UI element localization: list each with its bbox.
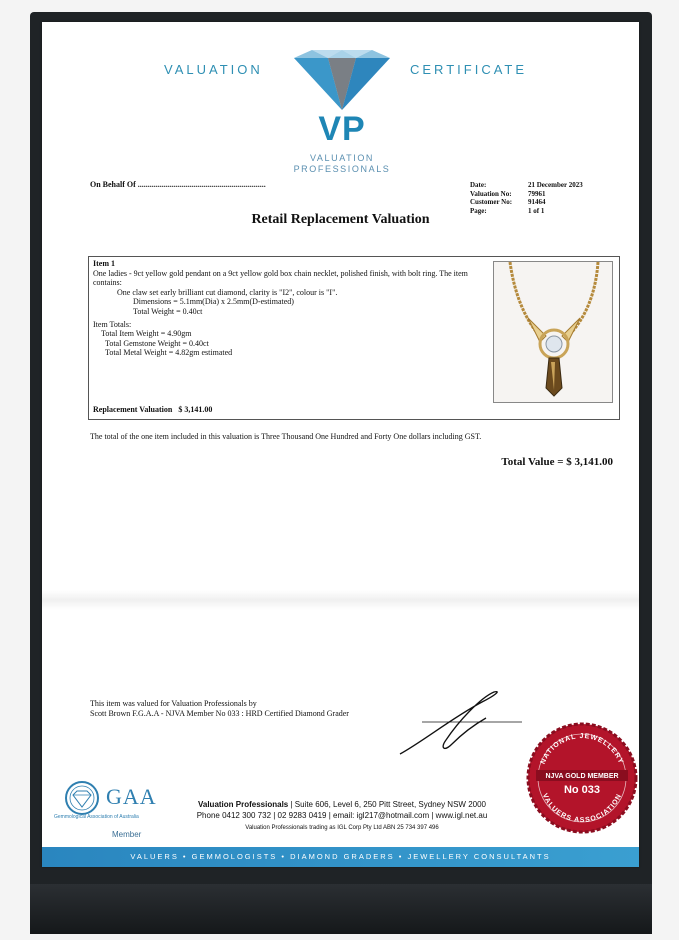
meta-label: Valuation No: (470, 189, 512, 198)
item-stone: One claw set early brilliant cut diamond, clarity is "I2", colour is "I". (117, 287, 338, 297)
meta-value: 79961 (528, 189, 546, 198)
replacement-label: Replacement Valuation (93, 405, 173, 414)
item-dimensions: Dimensions = 5.1mm(Dia) x 2.5mm(D-estimated) (133, 297, 294, 307)
meta-row-valuation-no (470, 190, 583, 199)
seal-top-text: NATIONAL JEWELLERY (539, 732, 625, 766)
header-right-word: CERTIFICATE (410, 62, 528, 77)
meta-value: 21 December 2023 (528, 181, 583, 189)
services-band: VALUERS • GEMMOLOGISTS • DIAMOND GRADERS • JEWELLERY CONSULTANTS (42, 847, 639, 867)
meta-value: 91464 (528, 198, 546, 206)
gaa-name: GAA (106, 784, 157, 809)
seal-banner: NJVA GOLD MEMBER (545, 773, 619, 780)
seal-number: No 033 (563, 784, 601, 796)
meta-label: Date: (470, 181, 487, 189)
footer-line1 (162, 800, 522, 809)
pendant-image-icon (494, 262, 612, 402)
total-gemstone-weight: Total Gemstone Weight = 0.40ct (105, 338, 209, 348)
gaa-emblem-icon (64, 780, 100, 816)
footer-company: Valuation Professionals (197, 800, 289, 809)
meta-row-date (470, 181, 583, 190)
footer-address: | Suite 606, Level 6, 250 Pitt Street, Sydney NSW 2000 (290, 800, 486, 809)
valuer-line2: Scott Brown F.G.A.A - NJVA Member No 033 : HRD Certified Diamond Grader (90, 709, 349, 718)
gaa-member: Member (112, 830, 142, 839)
footer-contact (162, 800, 522, 831)
total-value: Total Value = $ 3,141.00 (501, 456, 613, 468)
gaa-association: Gemmological Association of Australia (54, 814, 139, 820)
item-box (88, 256, 620, 420)
item-heading: Item 1 (93, 259, 115, 268)
header-left-word: VALUATION (164, 62, 263, 77)
item-stone-weight: Total Weight = 0.40ct (133, 306, 203, 316)
meta-label: Page: (470, 206, 487, 215)
logo-subtitle (282, 153, 402, 175)
seal-bottom-text: VALUERS ASSOCIATION (540, 792, 624, 825)
logo-line1: VALUATION (309, 153, 375, 163)
item-description: One ladies - 9ct yellow gold pendant on a 9ct yellow gold box chain necklet, polished finish, with bolt ring. The item contains: (93, 268, 468, 288)
item-totals-heading: Item Totals: (93, 319, 132, 329)
footer-contact-line: Phone 0412 300 732 | 02 9283 0419 | email: igl217@hotmail.com | www.igl.net.au (196, 811, 488, 820)
item-description-block (93, 259, 488, 358)
paper-fold (42, 590, 639, 610)
meta-label: Customer No: (470, 198, 513, 206)
gaa-badge (52, 778, 162, 858)
meta-value: 1 of 1 (528, 206, 545, 215)
on-behalf-of: On Behalf Of ................................................................ (90, 180, 266, 189)
folder-bottom-flap (30, 884, 652, 934)
certificate-sheet (42, 22, 639, 867)
valuer-line1: This item was valued for Valuation Professionals by (90, 699, 257, 708)
total-metal-weight: Total Metal Weight = 4.82gm estimated (105, 348, 233, 358)
pendant-photo (493, 261, 613, 403)
meta-row-customer-no (470, 198, 583, 207)
diamond-logo-icon (292, 48, 392, 112)
document-title: Retail Replacement Valuation (251, 212, 430, 227)
footer-trading: Valuation Professionals trading as IGL Corp Pty Ltd ABN 25 734 397 496 (245, 825, 439, 831)
logo-line2: PROFESSIONALS (293, 164, 391, 174)
signature-icon (382, 682, 532, 762)
replacement-valuation (93, 405, 212, 414)
valuation-meta (470, 181, 583, 215)
total-item-weight: Total Item Weight = 4.90gm (101, 329, 192, 339)
valuer-block (90, 699, 349, 719)
logo-initials: VP (318, 110, 366, 148)
njva-seal (522, 718, 642, 838)
replacement-value: $ 3,141.00 (178, 405, 213, 414)
valuation-statement: The total of the one item included in this valuation is Three Thousand One Hundred and Forty One dollars including GST. (90, 432, 482, 441)
